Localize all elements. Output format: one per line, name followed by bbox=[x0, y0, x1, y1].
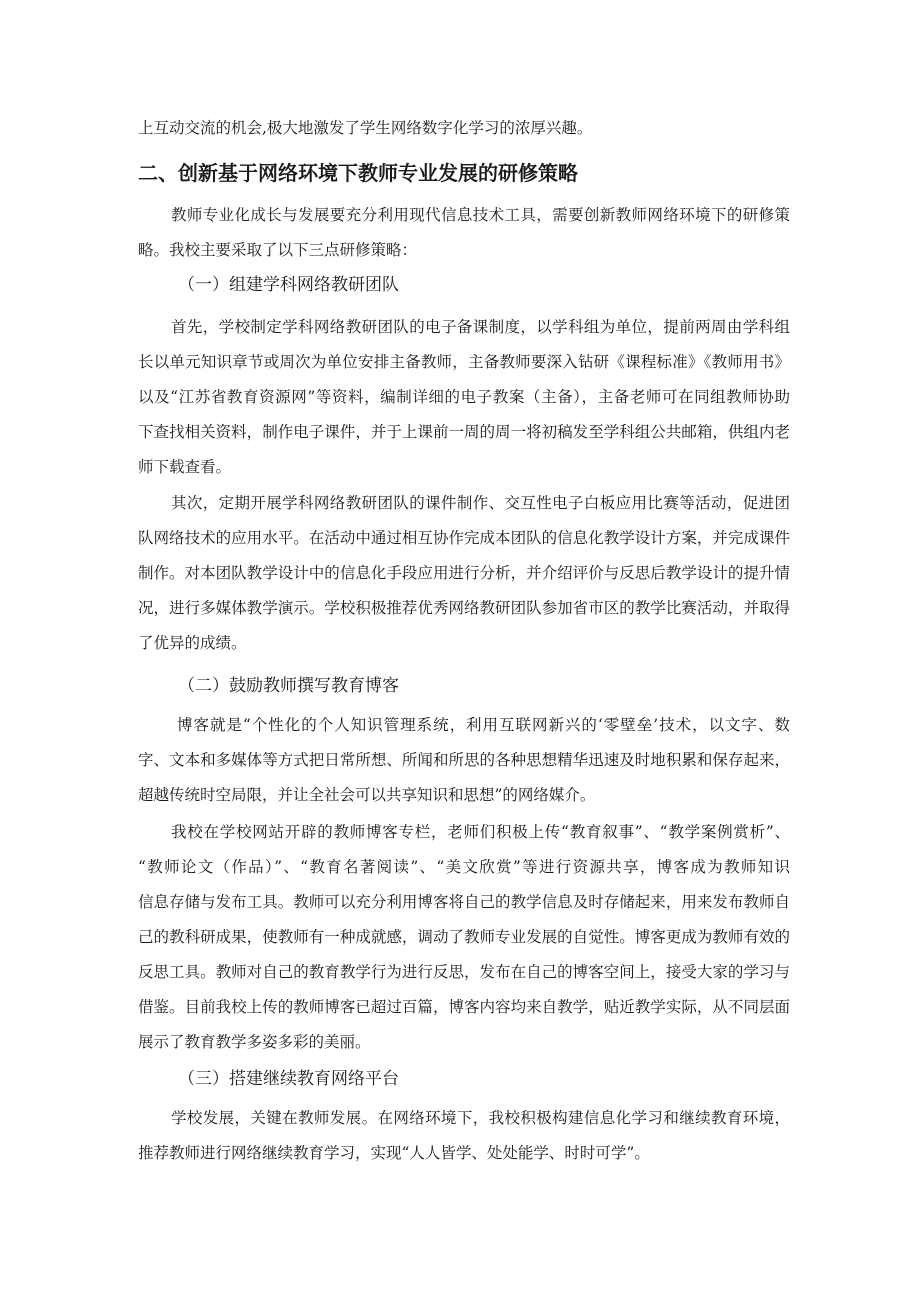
paragraph-line: 首先，学校制定学科网络教研团队的电子备课制度，以学科组为单位，提前两周由学科组 bbox=[171, 318, 790, 336]
paragraph-line: 己的教科研成果，使教师有一种成就感，调动了教师专业发展的自觉性。博客更成为教师有效的 bbox=[138, 928, 790, 946]
paragraph-line: 上互动交流的机会,极大地激发了学生网络数字化学习的浓厚兴趣。 bbox=[138, 119, 593, 137]
paragraph-line: 下查找相关资料，制作电子课件，并于上课前一周的周一将初稿发至学科组公共邮箱，供组内老 bbox=[138, 423, 790, 441]
paragraph-line: 况，进行多媒体教学演示。学校积极推荐优秀网络教研团队参加省市区的教学比赛活动，并取得 bbox=[138, 599, 790, 617]
paragraph-line: 反思工具。教师对自己的教育教学行为进行反思，发布在自己的博客空间上，接受大家的学习与 bbox=[138, 963, 790, 981]
paragraph-line: 略。我校主要采取了以下三点研修策略： bbox=[138, 241, 418, 259]
paragraph-line: 展示了教育教学多姿多彩的美丽。 bbox=[138, 1033, 371, 1051]
paragraph-line: 教师专业化成长与发展要充分利用现代信息技术工具，需要创新教师网络环境下的研修策 bbox=[171, 206, 790, 224]
paragraph-line: 博客就是“个性化的个人知识管理系统，利用互联网新兴的‘零壁垒’技术，以文字、数 bbox=[177, 716, 790, 734]
paragraph-line: 学校发展，关键在教师发展。在网络环境下，我校积极构建信息化学习和继续教育环境， bbox=[171, 1109, 790, 1127]
paragraph-line: 制作。对本团队教学设计中的信息化手段应用进行分析，并介绍评价与反思后教学设计的提升情 bbox=[138, 564, 790, 582]
paragraph-line: 借鉴。目前我校上传的教师博客已超过百篇，博客内容均来自教学，贴近教学实际，从不同层面 bbox=[138, 998, 790, 1016]
paragraph-line: 信息存储与发布工具。教师可以充分利用博客将自己的教学信息及时存储起来，用来发布教师自 bbox=[138, 893, 790, 911]
paragraph-line: 队网络技术的应用水平。在活动中通过相互协作完成本团队的信息化教学设计方案，并完成课件 bbox=[138, 529, 790, 547]
paragraph-line: 其次，定期开展学科网络教研团队的课件制作、交互性电子白板应用比赛等活动，促进团 bbox=[171, 494, 790, 512]
subsection-heading: （二）鼓励教师撰写教育博客 bbox=[178, 676, 399, 696]
paragraph-line: 长以单元知识章节或周次为单位安排主备教师，主备教师要深入钻研《课程标准》《教师用书》 bbox=[138, 353, 790, 371]
subsection-heading: （一）组建学科网络教研团队 bbox=[178, 275, 399, 295]
paragraph-line: 推荐教师进行网络继续教育学习，实现“人人皆学、处处能学、时时可学”。 bbox=[138, 1144, 650, 1162]
subsection-heading: （三）搭建继续教育网络平台 bbox=[178, 1069, 399, 1089]
paragraph-line: 我校在学校网站开辟的教师博客专栏，老师们积极上传“教育叙事”、“教学案例赏析”、 bbox=[171, 823, 790, 841]
section-heading: 二、创新基于网络环境下教师专业发展的研修策略 bbox=[138, 161, 578, 185]
paragraph-line: 超越传统时空局限，并让全社会可以共享知识和思想”的网络媒介。 bbox=[138, 786, 596, 804]
paragraph-line: “教师论文（作品）”、“教育名著阅读”、“美文欣赏”等进行资源共享，博客成为教师知识 bbox=[138, 858, 790, 876]
paragraph-line: 字、文本和多媒体等方式把日常所想、所闻和所思的各种思想精华迅速及时地积累和保存起来， bbox=[138, 751, 790, 769]
paragraph-line: 以及“江苏省教育资源网”等资料，编制详细的电子教案（主备），主备老师可在同组教师协助 bbox=[138, 388, 790, 406]
paragraph-line: 了优异的成绩。 bbox=[138, 634, 247, 652]
paragraph-line: 师下载查看。 bbox=[138, 458, 232, 476]
